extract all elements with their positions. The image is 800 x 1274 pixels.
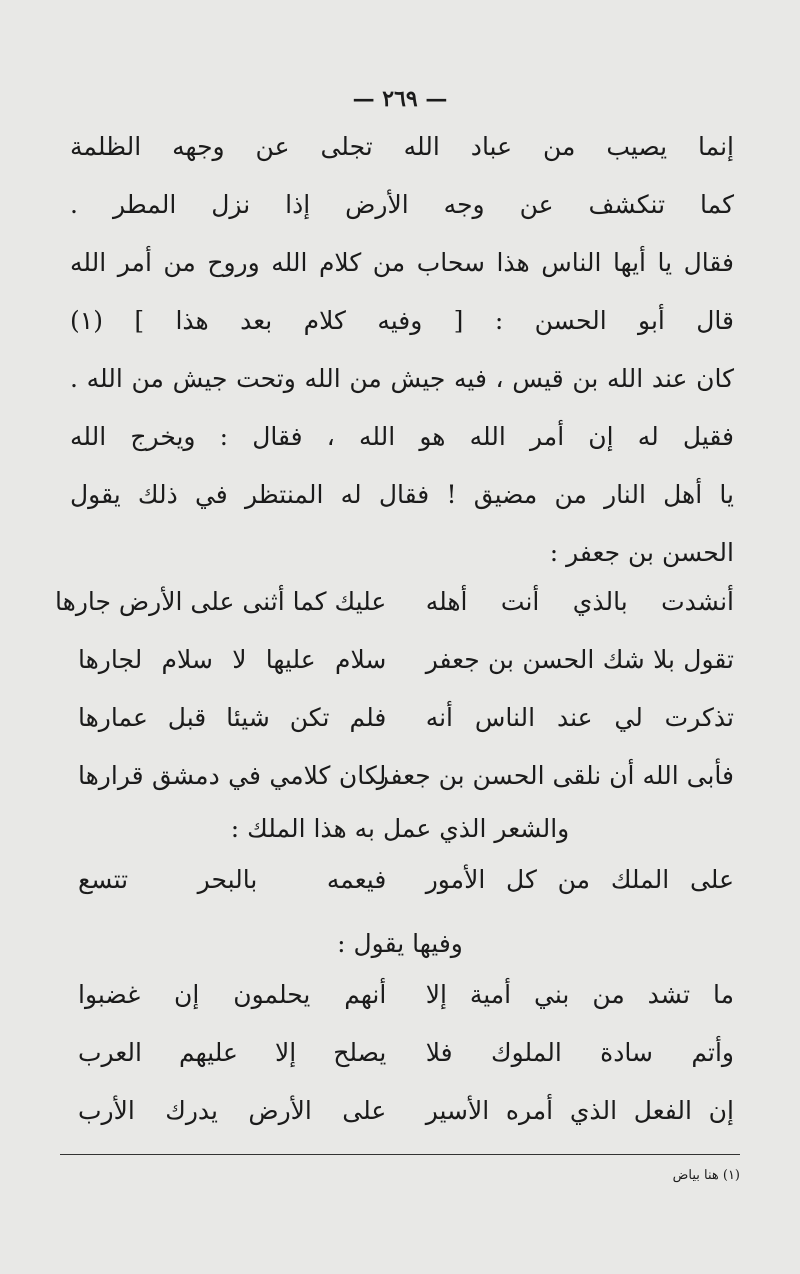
paragraph-1: [70, 118, 734, 350]
text-line: يا أهل النار من مضيق ! فقال له المنتظر في ذلك يقول: [70, 480, 734, 509]
verse-second-half: أنهم يحلمون إن غضبوا: [78, 979, 387, 1009]
verse-second-half: لكان كلامي في دمشق قرارها: [78, 760, 387, 790]
verse-row: [55, 572, 734, 630]
verse-row: [78, 688, 734, 746]
footnote-divider: [60, 1154, 740, 1155]
text-line: فقيل له إن أمر الله هو الله ، فقال : ويخرج الله: [70, 422, 734, 451]
verse-row: [78, 965, 734, 1023]
verse-first-half: ما تشد من بني أمية إلا: [425, 979, 734, 1009]
verse-second-half: سلام عليها لا سلام لجارها: [78, 644, 387, 674]
text-line: وفيها يقول :: [337, 929, 463, 958]
text-line: قال أبو الحسن : [ وفيه كلام بعد هذا ] (١): [70, 306, 734, 335]
verse-row: [78, 850, 734, 908]
verse-first-half: إن الفعل الذي أمره الأسير: [425, 1095, 734, 1125]
verse-first-half: فأبى الله أن نلقى الحسن بن جعفر: [376, 760, 734, 790]
text-line: الحسن بن جعفر :: [549, 538, 734, 567]
verse-row: [78, 630, 734, 688]
verse-second-half: فيعمه بالبحر تتسع: [78, 864, 387, 894]
text-line: كان عند الله بن قيس ، فيه جيش من الله وتحت جيش من الله .: [70, 364, 734, 393]
verse-row: [78, 1023, 734, 1081]
verse-second-half: عليك كما أثنى على الأرض جارها: [55, 586, 387, 616]
poem-2: [78, 850, 734, 908]
text-line: كما تنكشف عن وجه الأرض إذا نزل المطر .: [70, 190, 734, 219]
verse-first-half: وأتم سادة الملوك فلا: [425, 1037, 734, 1067]
poem-1: [55, 572, 734, 804]
text-line: والشعر الذي عمل به هذا الملك :: [230, 814, 570, 843]
verse-first-half: أنشدت بالذي أنت أهله: [425, 586, 734, 616]
verse-row: [78, 1081, 734, 1139]
verse-first-half: تقول بلا شك الحسن بن جعفر: [425, 644, 734, 674]
verse-first-half: تذكرت لي عند الناس أنه: [425, 702, 734, 732]
verse-row: [78, 746, 734, 804]
page-number: — ٢٦٩ —: [352, 86, 448, 112]
poem-3: [78, 965, 734, 1139]
text-line: إنما يصيب من عباد الله تجلى عن وجهه الظلمة: [70, 132, 734, 161]
text-line: فقال يا أيها الناس هذا سحاب من كلام الله وروح من أمر الله: [70, 248, 734, 277]
verse-second-half: يصلح إلا عليهم العرب: [78, 1037, 387, 1067]
verse-first-half: على الملك من كل الأمور: [425, 864, 734, 894]
paragraph-2: [70, 350, 734, 582]
footnote: (١) هنا بياض: [672, 1168, 740, 1183]
verse-second-half: على الأرض يدرك الأرب: [78, 1095, 387, 1125]
verse-second-half: فلم تكن شيئا قبل عمارها: [78, 702, 387, 732]
